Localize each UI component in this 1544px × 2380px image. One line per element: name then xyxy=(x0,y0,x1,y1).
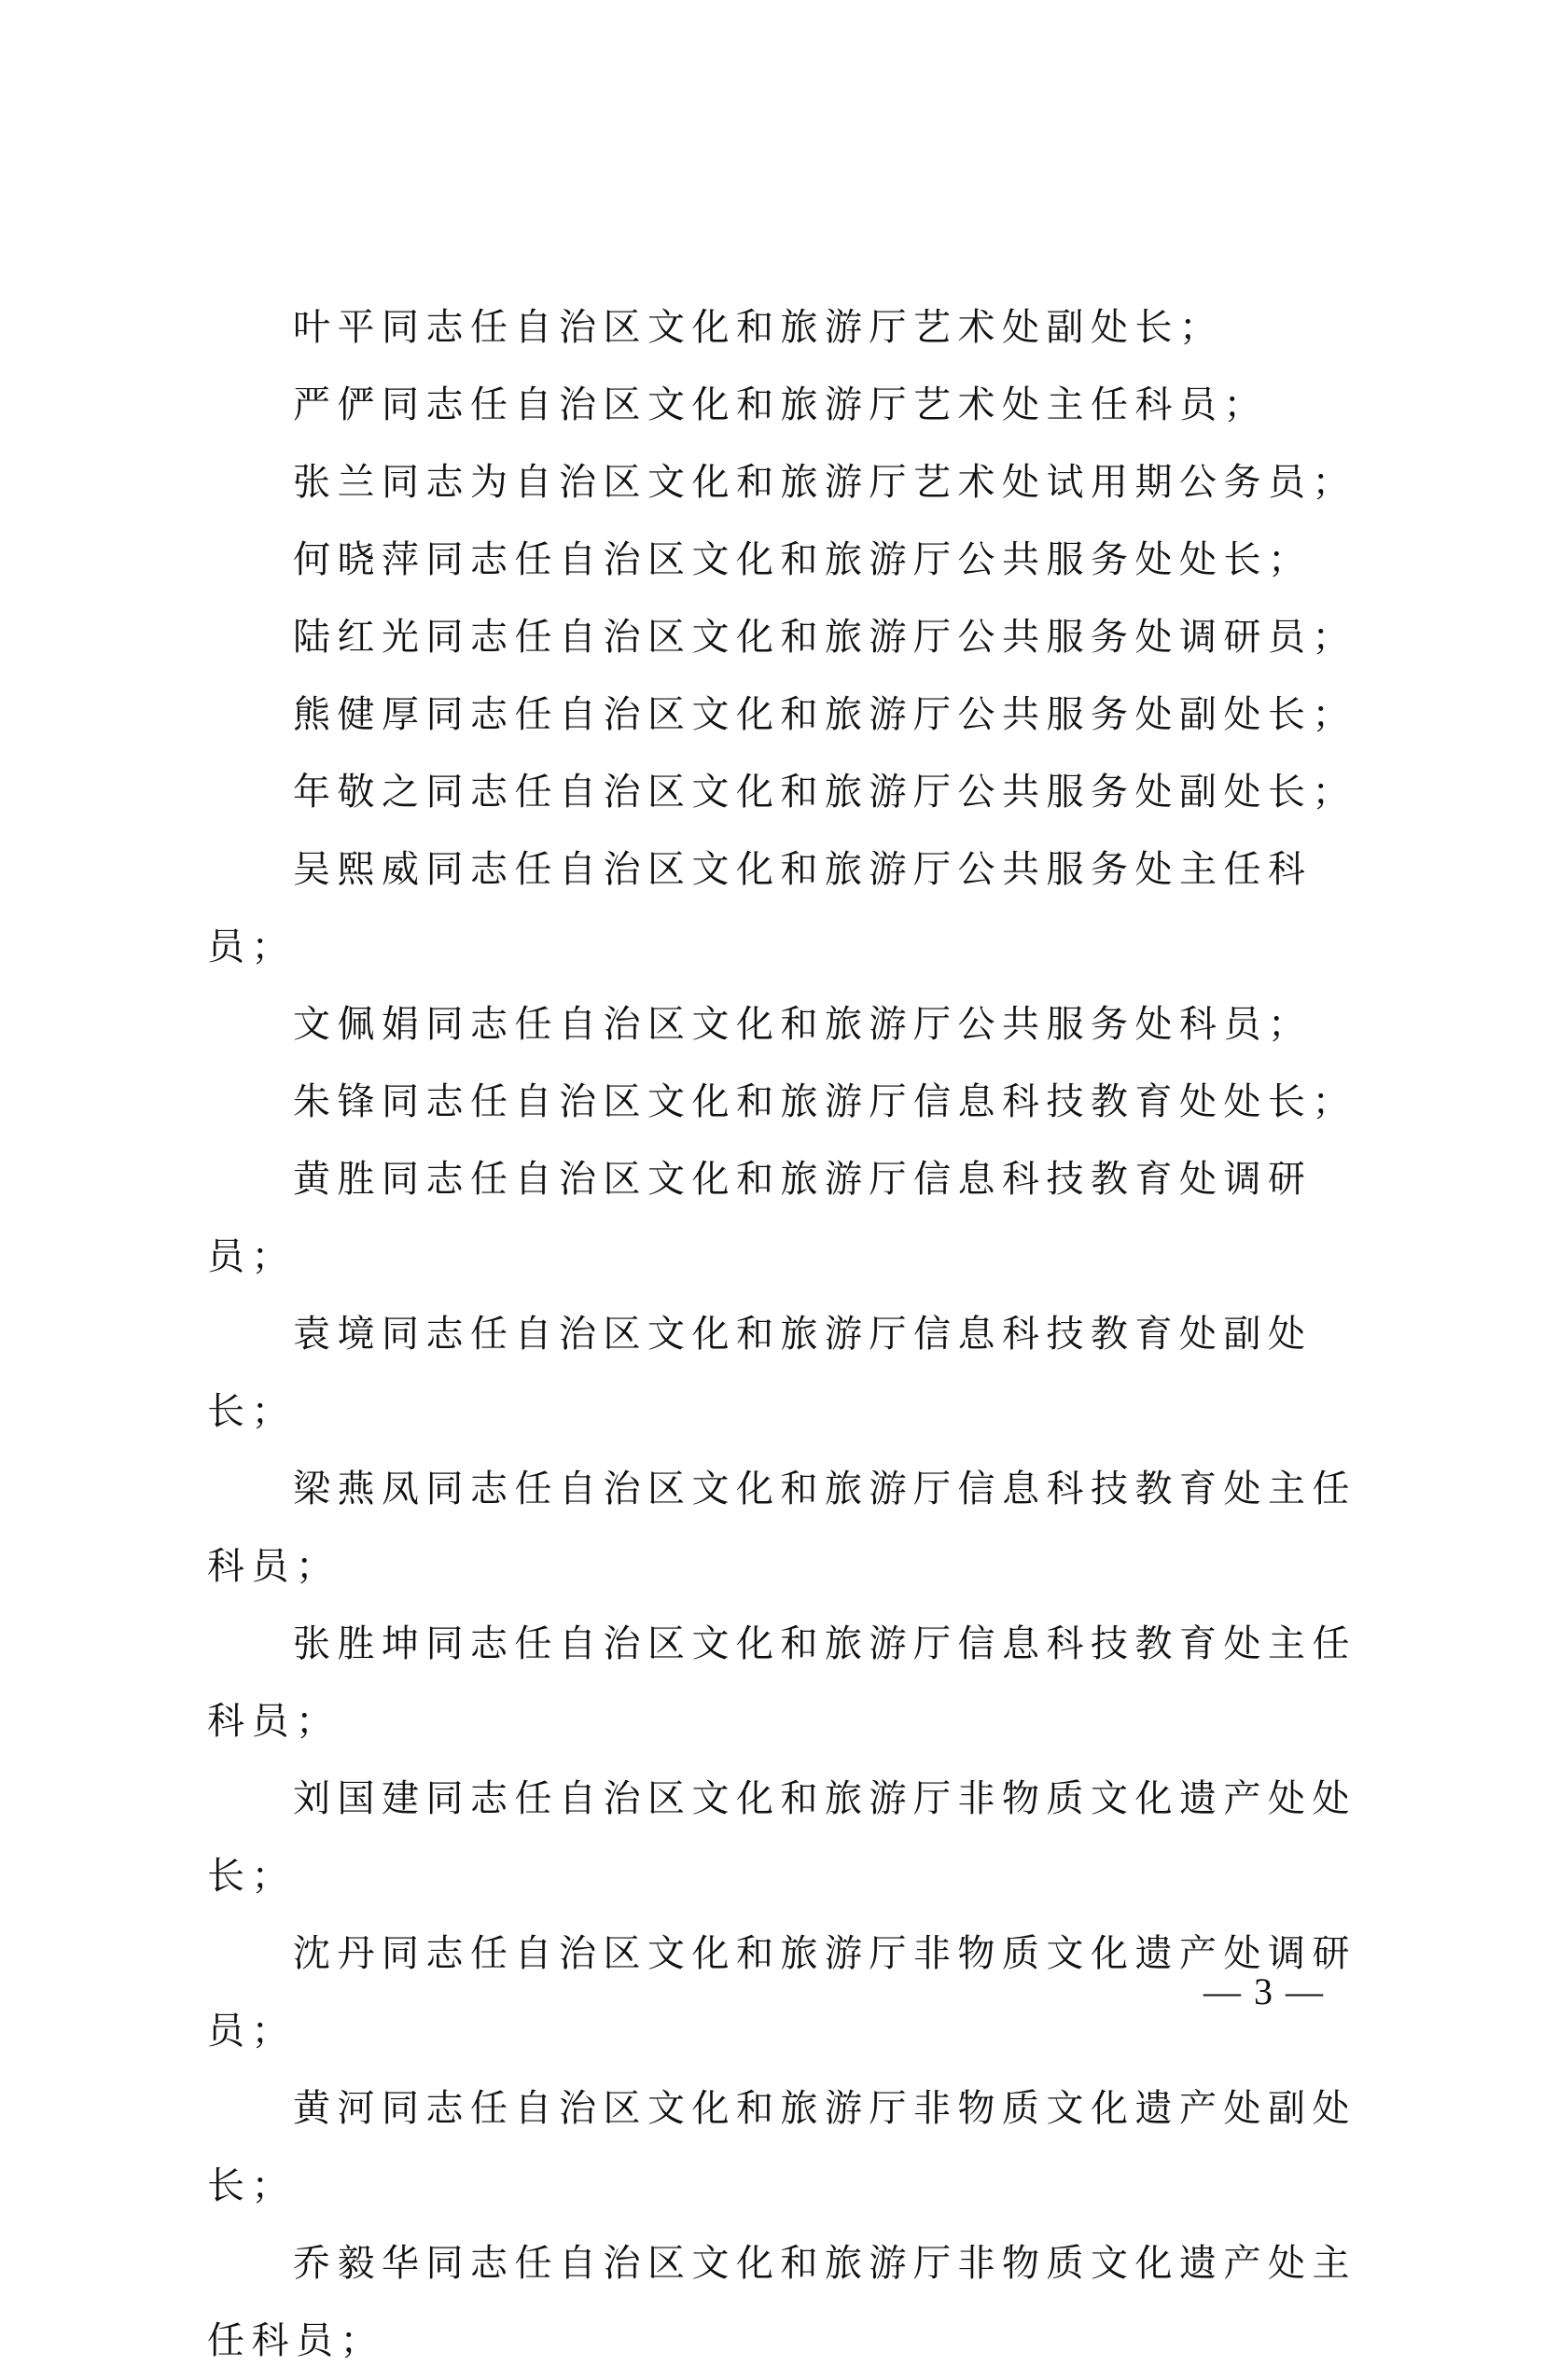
appointment-paragraph: 沈丹同志任自治区文化和旅游厅非物质文化遗产处调研员； xyxy=(207,1932,1356,2053)
appointment-paragraph: 文佩娟同志任自治区文化和旅游厅公共服务处科员； xyxy=(293,1003,1313,1046)
appointment-paragraph: 张兰同志为自治区文化和旅游厅艺术处试用期公务员； xyxy=(293,461,1356,504)
appointment-paragraph: 严俨同志任自治区文化和旅游厅艺术处主任科员； xyxy=(293,383,1268,426)
appointment-paragraph: 黄河同志任自治区文化和旅游厅非物质文化遗产处副处长； xyxy=(207,2087,1356,2207)
page-number: — 3 — xyxy=(1203,1970,1325,2012)
appointment-paragraph: 袁境同志任自治区文化和旅游厅信息科技教育处副处长； xyxy=(207,1313,1313,1433)
appointment-paragraph: 年敬之同志任自治区文化和旅游厅公共服务处副处长； xyxy=(293,771,1356,814)
appointment-paragraph: 何晓萍同志任自治区文化和旅游厅公共服务处处长； xyxy=(293,538,1313,581)
appointment-paragraph: 陆红光同志任自治区文化和旅游厅公共服务处调研员； xyxy=(293,616,1356,659)
appointment-paragraph: 吴熙威同志任自治区文化和旅游厅公共服务处主任科员； xyxy=(207,848,1313,968)
appointment-paragraph: 张胜坤同志任自治区文化和旅游厅信息科技教育处主任科员； xyxy=(207,1622,1356,1743)
appointment-paragraph: 梁燕凤同志任自治区文化和旅游厅信息科技教育处主任科员； xyxy=(207,1468,1356,1588)
appointment-paragraph: 熊健厚同志任自治区文化和旅游厅公共服务处副处长； xyxy=(293,693,1356,736)
appointment-paragraph: 黄胜同志任自治区文化和旅游厅信息科技教育处调研员； xyxy=(207,1158,1313,1278)
appointment-paragraph: 刘国建同志任自治区文化和旅游厅非物质文化遗产处处长； xyxy=(207,1777,1356,1898)
appointment-paragraph: 乔毅华同志任自治区文化和旅游厅非物质文化遗产处主任科员； xyxy=(207,2242,1356,2362)
appointment-paragraph: 朱锋同志任自治区文化和旅游厅信息科技教育处处长； xyxy=(293,1080,1356,1123)
appointment-paragraph: 叶平同志任自治区文化和旅游厅艺术处副处长； xyxy=(293,306,1224,349)
document-body xyxy=(207,289,1366,2380)
